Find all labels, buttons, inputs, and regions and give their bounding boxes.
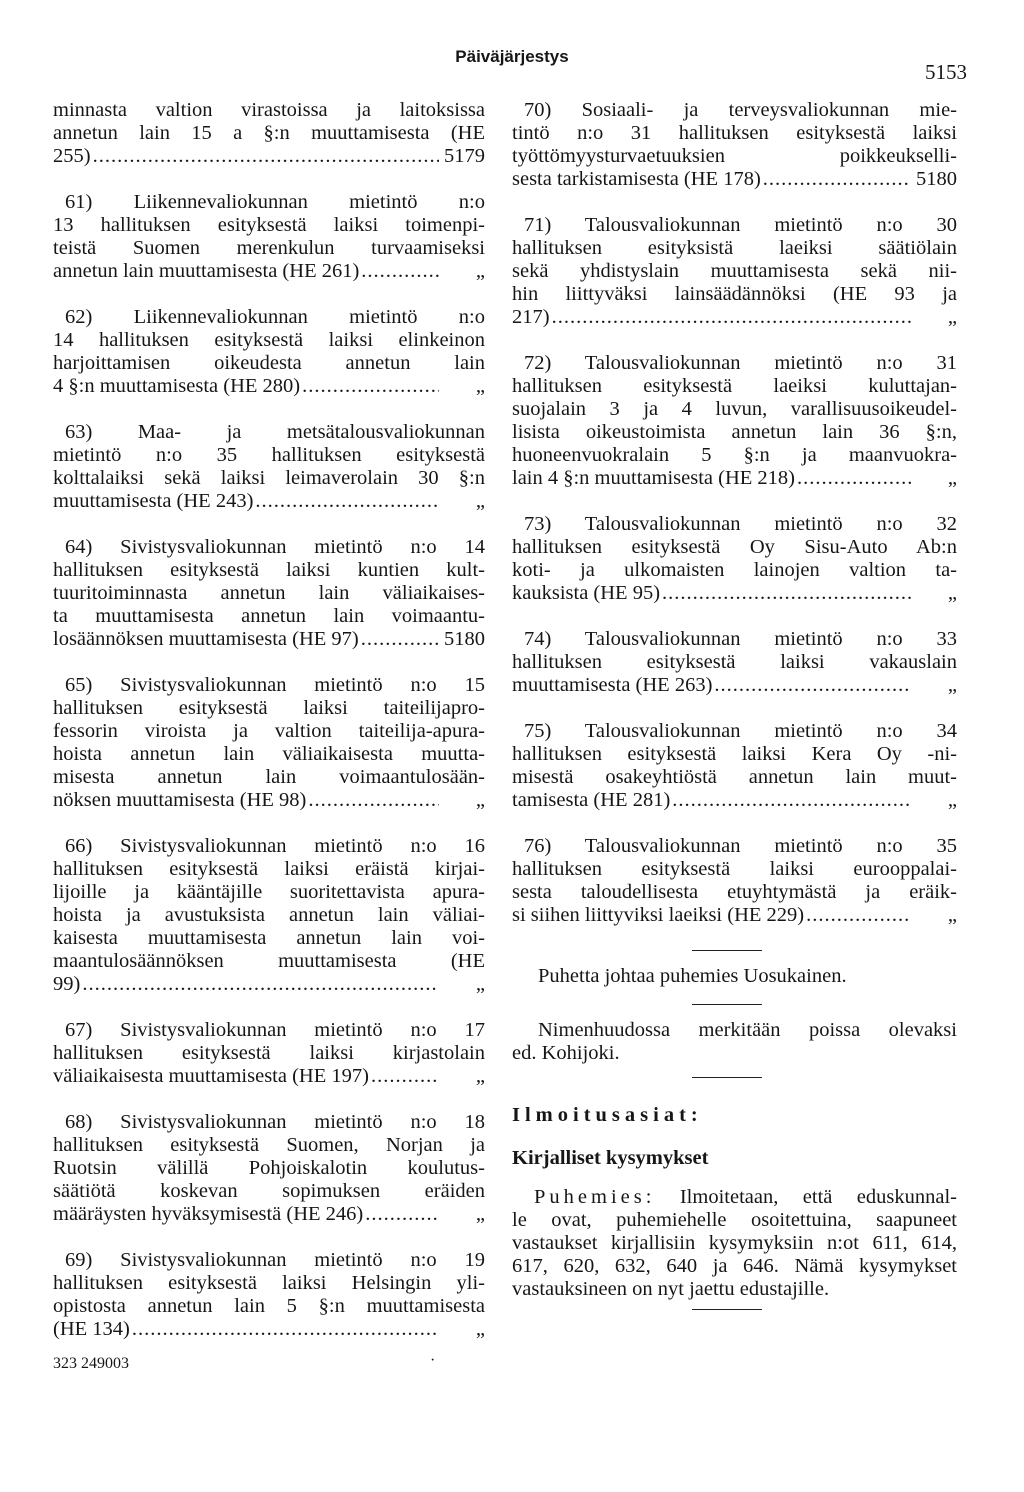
divider-rule (692, 1077, 762, 1078)
page-reference: „ (947, 674, 957, 696)
agenda-item-line (53, 605, 485, 628)
agenda-item-line (53, 490, 485, 513)
agenda-item-text: hallituksen esityksestä laiksi kuntien kult- (53, 559, 485, 581)
roll-call-line (512, 1042, 957, 1065)
agenda-item-line (512, 513, 957, 536)
dot-leader (369, 1065, 439, 1088)
agenda-item-line (53, 375, 485, 398)
roll-call-paragraph (512, 1019, 957, 1065)
agenda-item (53, 191, 485, 283)
agenda-item-text: Ruotsin välillä Pohjoiskalotin koulutus- (53, 1157, 485, 1179)
agenda-item-text: 61) Liikennevaliokunnan mietintö n:o (65, 191, 485, 213)
agenda-item-line (53, 881, 485, 904)
agenda-item-line (53, 260, 485, 283)
page-reference: „ (475, 1318, 485, 1340)
agenda-item-text: hallituksen esityksestä laiksi eurooppalai- (512, 858, 957, 880)
agenda-item (512, 214, 957, 329)
agenda-item-text: 75) Talousvaliokunnan mietintö n:o 34 (524, 720, 957, 742)
roll-call-text: Nimenhuudossa merkitään poissa olevaksi (538, 1019, 957, 1041)
agenda-item-text: 76) Talousvaliokunnan mietintö n:o 35 (524, 835, 957, 857)
agenda-item (53, 1249, 485, 1341)
speaker-text: vastauksineen on nyt jaettu edustajille. (512, 1278, 830, 1300)
agenda-item-line (512, 881, 957, 904)
agenda-item-line (512, 766, 957, 789)
agenda-item-line (53, 858, 485, 881)
agenda-item-line (53, 927, 485, 950)
agenda-item-line (512, 789, 957, 812)
agenda-item-text: 73) Talousvaliokunnan mietintö n:o 32 (524, 513, 957, 535)
agenda-item-text: suojalain 3 ja 4 luvun, varallisuusoikeudel- (512, 398, 957, 420)
agenda-item-line (512, 306, 957, 329)
page-reference: „ (475, 973, 485, 995)
agenda-item-line (512, 858, 957, 881)
page-reference: „ (475, 789, 485, 811)
agenda-item-line (53, 1272, 485, 1295)
left-column (53, 99, 485, 1364)
divider-rule (692, 1004, 762, 1005)
agenda-item-text: 64) Sivistysvaliokunnan mietintö n:o 14 (65, 536, 485, 558)
agenda-item (512, 513, 957, 605)
print-code: 323 249003 (53, 1355, 129, 1372)
agenda-item-line (53, 1203, 485, 1226)
agenda-item-text: hallituksen esityksestä Suomen, Norjan ja (53, 1134, 485, 1156)
agenda-item-line (53, 99, 485, 122)
agenda-item-line (512, 375, 957, 398)
agenda-item-text: väliaikaisesta muuttamisesta (HE 197) (53, 1065, 369, 1087)
speaker-text: le ovat, puhemiehelle osoitettuina, saapuneet (512, 1209, 957, 1231)
agenda-item-line (53, 467, 485, 490)
agenda-item-text: 66) Sivistysvaliokunnan mietintö n:o 16 (65, 835, 485, 857)
dot-leader (804, 904, 911, 927)
agenda-item-line (512, 444, 957, 467)
agenda-item (53, 1111, 485, 1226)
notices-heading: Ilmoitusasiat: (512, 1104, 703, 1126)
agenda-item-line (512, 904, 957, 927)
agenda-item-text: tintö n:o 31 hallituksen esityksestä laiksi (512, 122, 957, 144)
page-reference: „ (947, 904, 957, 926)
agenda-item (512, 352, 957, 490)
agenda-item-line (53, 145, 485, 168)
dot-leader (80, 973, 439, 996)
agenda-item-text: työttömyysturvaetuuksien poikkeukselli- (512, 145, 957, 167)
dot-leader (712, 674, 911, 697)
agenda-item-line (512, 651, 957, 674)
agenda-item-line (512, 536, 957, 559)
agenda-item-text: 69) Sivistysvaliokunnan mietintö n:o 19 (65, 1249, 485, 1271)
agenda-item-text: hallituksen esityksestä laiksi kirjastolain (53, 1042, 485, 1064)
agenda-item-text: tamisesta (HE 281) (512, 789, 671, 811)
agenda-item-text: misesta annetun lain voimaantulosään- (53, 766, 485, 788)
agenda-item-line (512, 122, 957, 145)
agenda-item-line (512, 145, 957, 168)
agenda-item-text: muuttamisesta (HE 263) (512, 674, 713, 696)
speaker-line (512, 1255, 957, 1278)
agenda-item-text: 72) Talousvaliokunnan mietintö n:o 31 (524, 352, 957, 374)
divider-rule (692, 950, 762, 951)
agenda-item-line (53, 1249, 485, 1272)
page-reference: „ (475, 375, 485, 397)
agenda-item (512, 628, 957, 697)
agenda-item-line (512, 421, 957, 444)
page-reference: 5180 (916, 168, 957, 190)
agenda-item-text: 71) Talousvaliokunnan mietintö n:o 30 (524, 214, 957, 236)
agenda-item-line (53, 743, 485, 766)
agenda-item (53, 306, 485, 398)
agenda-item-line (53, 421, 485, 444)
dot-leader (300, 375, 439, 398)
agenda-item-text: 62) Liikennevaliokunnan mietintö n:o (65, 306, 485, 328)
agenda-item-text: lain 4 §:n muuttamisesta (HE 218) (512, 467, 795, 489)
agenda-item-line (512, 628, 957, 651)
dot-leader (363, 1203, 439, 1226)
agenda-item (512, 99, 957, 191)
running-header-title: Päiväjärjestys (455, 47, 569, 66)
agenda-item-text: harjoittamisen oikeudesta annetun lain (53, 352, 485, 374)
speaker-first-line (534, 1186, 957, 1209)
page-reference: „ (475, 490, 485, 512)
agenda-item-text: hallituksen esityksestä laeiksi kuluttajan- (512, 375, 957, 397)
dot-leader (550, 306, 911, 329)
dot-leader (359, 260, 439, 283)
dot-leader (795, 467, 911, 490)
dot-leader (359, 628, 439, 651)
agenda-item-text: 74) Talousvaliokunnan mietintö n:o 33 (524, 628, 957, 650)
agenda-item-text: ta muuttamisesta annetun lain voimaantu- (53, 605, 485, 627)
agenda-item-line (53, 904, 485, 927)
roll-call-text: ed. Kohijoki. (512, 1042, 620, 1064)
page-reference: „ (947, 467, 957, 489)
agenda-item-text: (HE 134) (53, 1318, 130, 1340)
written-questions-heading: Kirjalliset kysymykset (512, 1147, 709, 1169)
agenda-item-line (53, 1019, 485, 1042)
agenda-item-text: lijoille ja kääntäjille suoritettavista apura- (53, 881, 485, 903)
agenda-item (512, 720, 957, 812)
agenda-item-line (53, 214, 485, 237)
agenda-item-line (53, 1065, 485, 1088)
agenda-item-text: tuuritoiminnasta annetun lain väliaikaises- (53, 582, 485, 604)
speaker-text: 617, 620, 632, 640 ja 646. Nämä kysymykset (512, 1255, 957, 1277)
agenda-item-line (512, 214, 957, 237)
agenda-item-line (53, 1318, 485, 1341)
agenda-item-text: 65) Sivistysvaliokunnan mietintö n:o 15 (65, 674, 485, 696)
agenda-item-line (512, 260, 957, 283)
agenda-item-line (53, 973, 485, 996)
agenda-item-line (53, 122, 485, 145)
agenda-item-text: annetun lain muuttamisesta (HE 261) (53, 260, 360, 282)
agenda-item-line (53, 582, 485, 605)
agenda-item-line (53, 789, 485, 812)
agenda-item-text: hallituksen esityksestä laiksi Kera Oy -ni- (512, 743, 957, 765)
agenda-item-line (53, 720, 485, 743)
divider-rule (692, 1309, 762, 1310)
agenda-item-line (53, 835, 485, 858)
agenda-item-text: hallituksen esityksestä laiksi vakauslain (512, 651, 957, 673)
agenda-item-line (512, 352, 957, 375)
agenda-item-text: 70) Sosiaali- ja terveysvaliokunnan mie- (524, 99, 957, 121)
agenda-item (512, 835, 957, 927)
agenda-item (53, 674, 485, 812)
agenda-item (53, 835, 485, 996)
agenda-item-text: 13 hallituksen esityksestä laiksi toimenpi- (53, 214, 485, 236)
agenda-item-line (53, 1134, 485, 1157)
speaker-text: Ilmoitetaan, että eduskunnal- (655, 1186, 957, 1208)
agenda-item-text: opistosta annetun lain 5 §:n muuttamisesta (53, 1295, 485, 1317)
agenda-item-text: sesta taloudellisesta etuyhtymästä ja eräik- (512, 881, 957, 903)
agenda-item-text: hallituksen esityksestä laiksi eräistä kirjai- (53, 858, 485, 880)
agenda-item-line (53, 674, 485, 697)
agenda-item-line (512, 674, 957, 697)
agenda-item-line (512, 99, 957, 122)
dot-leader (253, 490, 439, 513)
agenda-item-text: mietintö n:o 35 hallituksen esityksestä (53, 444, 485, 466)
agenda-item-line (512, 743, 957, 766)
agenda-item-line (512, 283, 957, 306)
agenda-item-text: 4 §:n muuttamisesta (HE 280) (53, 375, 301, 397)
agenda-item-text: nöksen muuttamisesta (HE 98) (53, 789, 307, 811)
agenda-item-line (512, 559, 957, 582)
agenda-item-line (53, 1111, 485, 1134)
agenda-item-text: koti- ja ulkomaisten lainojen valtion ta- (512, 559, 957, 581)
agenda-item-line (53, 191, 485, 214)
speaker-line (512, 1186, 957, 1209)
agenda-item-line (53, 950, 485, 973)
agenda-item-text: si siihen liittyviksi laeiksi (HE 229) (512, 904, 805, 926)
agenda-item-text: teistä Suomen merenkulun turvaamiseksi (53, 237, 485, 259)
agenda-item-text: hin liittyväksi lainsäädännöksi (HE 93 ja (512, 283, 957, 305)
agenda-item-text: hallituksen esityksestä Oy Sisu-Auto Ab:n (512, 536, 957, 558)
speaker-announcement (512, 1186, 957, 1301)
agenda-item-text: 217) (512, 306, 550, 328)
agenda-item-text: säätiötä koskevan sopimuksen eräiden (53, 1180, 485, 1202)
agenda-item-text: hoista annetun lain väliaikaisesta muutta- (53, 743, 485, 765)
agenda-item-line (512, 467, 957, 490)
agenda-item-line (512, 720, 957, 743)
agenda-item-line (53, 306, 485, 329)
agenda-item-line (512, 835, 957, 858)
page-reference: „ (947, 306, 957, 328)
agenda-item-text: hallituksen esityksistä laeiksi säätiölain (512, 237, 957, 259)
agenda-item-line (53, 329, 485, 352)
agenda-item-text: fessorin viroista ja valtion taiteilija-apura- (53, 720, 485, 742)
agenda-item-line (53, 1295, 485, 1318)
agenda-item-text: annetun lain 15 a §:n muuttamisesta (HE (53, 122, 485, 144)
agenda-item (53, 1019, 485, 1088)
page-reference: „ (475, 1065, 485, 1087)
footer-mark: · (430, 1352, 436, 1369)
agenda-item-text: sekä yhdistyslain muuttamisesta sekä nii- (512, 260, 957, 282)
page-reference: „ (947, 582, 957, 604)
roll-call-line (512, 1019, 957, 1042)
speaker-label: Puhemies: (534, 1186, 656, 1208)
dot-leader (670, 789, 911, 812)
right-entries (512, 99, 957, 927)
page-reference: „ (475, 1203, 485, 1225)
agenda-item-text: kauksista (HE 95) (512, 582, 661, 604)
agenda-item-text: hallituksen esityksestä laiksi taiteilijapro- (53, 697, 485, 719)
dot-leader (130, 1318, 439, 1341)
speaker-text: vastaukset kirjallisiin kysymyksiin n:ot 611, 614, (512, 1232, 957, 1254)
agenda-item (53, 421, 485, 513)
agenda-item-line (53, 237, 485, 260)
agenda-item (53, 536, 485, 651)
dot-leader (91, 145, 439, 168)
agenda-item-text: huoneenvuokralain 5 §:n ja maanvuokra- (512, 444, 957, 466)
agenda-item-text: muuttamisesta (HE 243) (53, 490, 254, 512)
page-number: 5153 (925, 60, 967, 84)
agenda-item-text: minnasta valtion virastoissa ja laitoksissa (53, 99, 485, 121)
agenda-item-line (53, 444, 485, 467)
agenda-item-text: losäännöksen muuttamisesta (HE 97) (53, 628, 359, 650)
agenda-item-text: lisista oikeustoimista annetun lain 36 §:n, (512, 421, 957, 443)
agenda-item-text: 67) Sivistysvaliokunnan mietintö n:o 17 (65, 1019, 485, 1041)
agenda-item-text: kaisesta muuttamisesta annetun lain voi- (53, 927, 485, 949)
right-column (512, 99, 957, 1324)
agenda-item-text: 255) (53, 145, 91, 167)
agenda-item-line (53, 766, 485, 789)
agenda-item-line (53, 628, 485, 651)
agenda-item-line (53, 536, 485, 559)
agenda-item-line (512, 398, 957, 421)
agenda-item-line (512, 582, 957, 605)
agenda-item-line (53, 1157, 485, 1180)
agenda-item-text: kolttalaiksi sekä laiksi leimaverolain 30 §:n (53, 467, 485, 489)
agenda-item-line (512, 168, 957, 191)
agenda-item-line (512, 237, 957, 260)
page-reference: 5179 (444, 145, 485, 167)
chair-statement: Puhetta johtaa puhemies Uosukainen. (538, 965, 847, 987)
agenda-item-text: maantulosäännöksen muuttamisesta (HE (53, 950, 485, 972)
agenda-item-text: 99) (53, 973, 81, 995)
agenda-item-text: määräysten hyväksymisestä (HE 246) (53, 1203, 364, 1225)
agenda-item-text: sesta tarkistamisesta (HE 178) (512, 168, 761, 190)
agenda-item (53, 99, 485, 168)
page-reference: „ (947, 789, 957, 811)
agenda-item-line (53, 352, 485, 375)
agenda-item-line (53, 697, 485, 720)
agenda-item-text: hallituksen esityksestä laiksi Helsingin yli- (53, 1272, 485, 1294)
agenda-item-line (53, 1042, 485, 1065)
page-reference: 5180 (444, 628, 485, 650)
agenda-item-text: 68) Sivistysvaliokunnan mietintö n:o 18 (65, 1111, 485, 1133)
dot-leader (761, 168, 911, 191)
agenda-item-text: 63) Maa- ja metsätalousvaliokunnan (65, 421, 485, 443)
dot-leader (660, 582, 911, 605)
dot-leader (306, 789, 439, 812)
agenda-item-text: 14 hallituksen esityksestä laiksi elinkeinon (53, 329, 485, 351)
speaker-line (512, 1209, 957, 1232)
speaker-line (512, 1232, 957, 1255)
agenda-item-line (53, 1180, 485, 1203)
speaker-line (512, 1278, 957, 1301)
agenda-item-text: hoista ja avustuksista annetun lain väliai- (53, 904, 485, 926)
page-reference: „ (475, 260, 485, 282)
agenda-item-text: misestä osakeyhtiöstä annetun lain muut- (512, 766, 957, 788)
agenda-item-line (53, 559, 485, 582)
